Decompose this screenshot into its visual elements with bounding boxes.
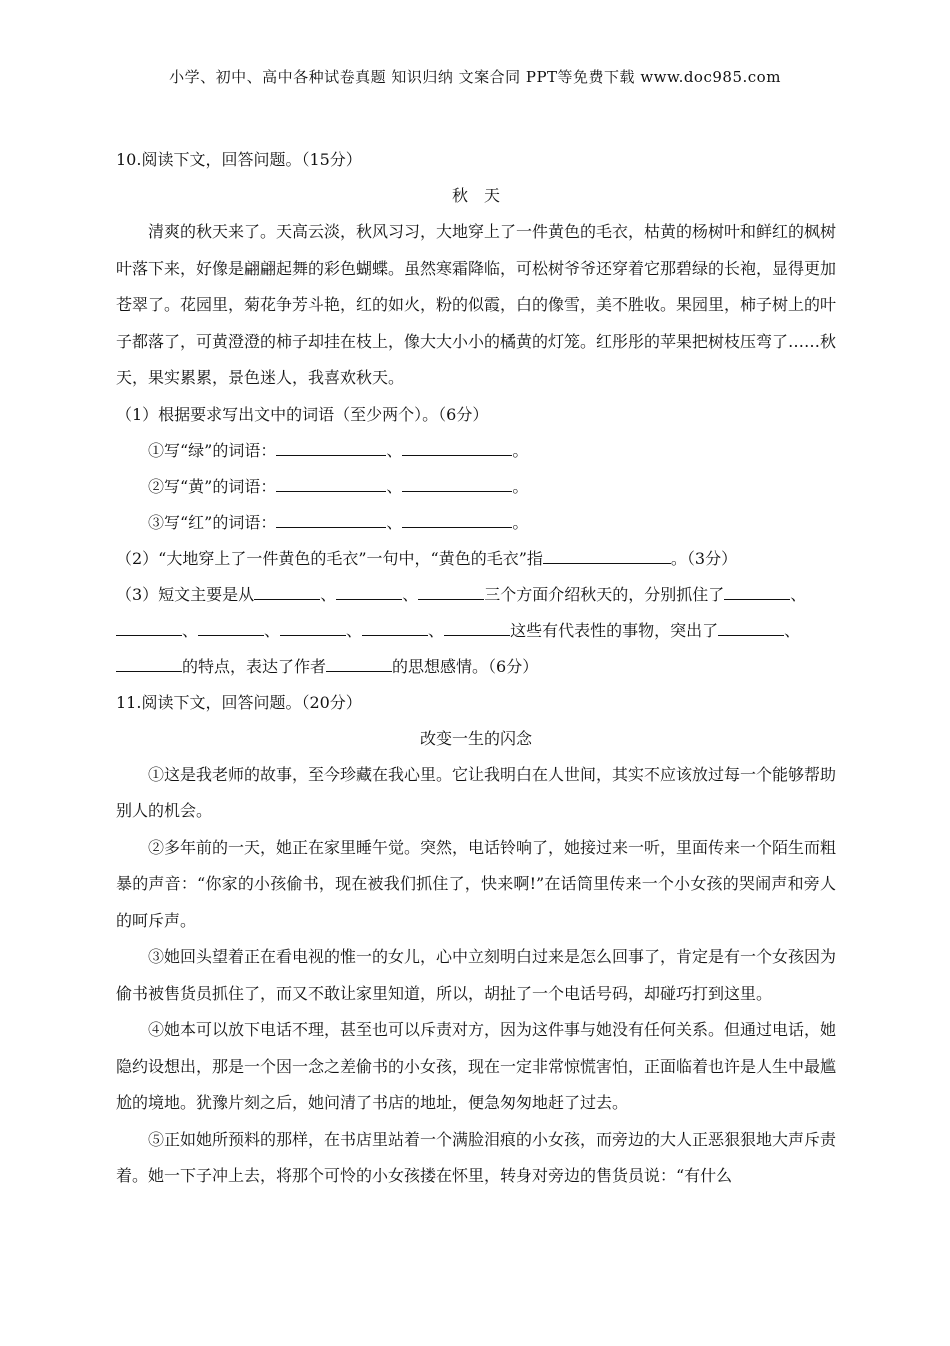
answer-blank[interactable]	[543, 546, 671, 564]
end-mark: 。	[512, 512, 529, 532]
q11-paragraph-3: ③她回头望着正在看电视的惟一的女儿，心中立刻明白过来是怎么回事了，肯定是有一个女孩因为偷书被售货员抓住了，而又不敢让家里知道，所以，胡扯了一个电话号码，却碰巧打到这里。	[116, 947, 837, 1003]
answer-blank[interactable]	[402, 438, 512, 456]
answer-blank[interactable]	[254, 582, 320, 600]
q10-title: 秋天	[451, 186, 516, 205]
sub3-text: 三个方面介绍秋天的，分别抓住了	[484, 584, 725, 604]
separator: 、	[386, 512, 403, 532]
separator: 、	[320, 584, 337, 604]
item-label: ③写“红”的词语：	[148, 512, 277, 532]
item-label: ②写“黄”的词语：	[148, 476, 277, 496]
answer-blank[interactable]	[418, 582, 484, 600]
sub3-text: 的思想感情。（6分）	[392, 656, 539, 676]
answer-blank[interactable]	[402, 510, 512, 528]
q10-sub1-item-green	[116, 433, 836, 469]
answer-blank[interactable]	[444, 618, 510, 636]
separator: 、	[264, 620, 281, 640]
answer-blank[interactable]	[724, 582, 790, 600]
separator: 、	[784, 620, 801, 640]
q11-paragraph-4: ④她本可以放下电话不理，甚至也可以斥责对方，因为这件事与她没有任何关系。但通过电话，她隐约设想出，那是一个因一念之差偷书的小女孩，现在一定非常惊慌害怕，正面临着也许是人生中最尴尬的境地。犹豫片刻之后，她问清了书店的地址，便急匆匆地赶了过去。	[116, 1020, 837, 1112]
sub3-text: 这些有代表性的事物，突出了	[510, 620, 719, 640]
q10-sub2	[116, 541, 836, 577]
sub3-text: 的特点，表达了作者	[182, 656, 327, 676]
answer-blank[interactable]	[280, 618, 346, 636]
answer-blank[interactable]	[198, 618, 264, 636]
separator: 、	[182, 620, 199, 640]
answer-blank[interactable]	[326, 654, 392, 672]
q11-paragraph-2: ②多年前的一天，她正在家里睡午觉。突然，电话铃响了，她接过来一听，里面传来一个陌生而粗暴的声音：“你家的小孩偷书，现在被我们抓住了，快来啊!”在话筒里传来一个小女孩的哭闹声和旁人的呵斥声。	[116, 837, 837, 930]
q11-paragraph-1: ①这是我老师的故事，至今珍藏在我心里。它让我明白在人世间，其实不应该放过每一个能够帮助别人的机会。	[116, 764, 837, 820]
q10-heading: 10.阅读下文，回答问题。（15分）	[116, 150, 362, 169]
q11-heading: 11.阅读下文，回答问题。（20分）	[116, 692, 362, 712]
answer-blank[interactable]	[718, 618, 784, 636]
sub2-suffix: 。（3分）	[670, 548, 738, 568]
answer-blank[interactable]	[402, 474, 512, 492]
separator: 、	[402, 584, 419, 604]
worksheet-content	[116, 142, 836, 1195]
q11-title: 改变一生的闪念	[419, 728, 532, 748]
answer-blank[interactable]	[336, 582, 402, 600]
separator: 、	[346, 620, 363, 640]
sub3-text: （3）短文主要是从	[116, 584, 255, 604]
q10-sub3-line3	[116, 649, 836, 685]
end-mark: 。	[512, 476, 529, 496]
answer-blank[interactable]	[116, 654, 182, 672]
q10-passage: 清爽的秋天来了。天高云淡，秋风习习，大地穿上了一件黄色的毛衣，枯黄的杨树叶和鲜红的枫树叶落下来，好像是翩翩起舞的彩色蝴蝶。虽然寒霜降临，可松树爷爷还穿着它那碧绿的长袍，显得更加苍翠了。花园里，菊花争芳斗艳，红的如火，粉的似霞，白的像雪，美不胜收。果园里，柿子树上的叶子都落了，可黄澄澄的柿子却挂在枝上，像大大小小的橘黄的灯笼。红彤彤的苹果把树枝压弯了……秋天，果实累累，景色迷人，我喜欢秋天。	[116, 222, 837, 387]
answer-blank[interactable]	[276, 510, 386, 528]
sub2-prefix: （2）“大地穿上了一件黄色的毛衣”一句中，“黄色的毛衣”指	[116, 548, 543, 568]
end-mark: 。	[512, 440, 529, 460]
answer-blank[interactable]	[276, 438, 386, 456]
item-label: ①写“绿”的词语：	[148, 440, 277, 460]
answer-blank[interactable]	[116, 618, 182, 636]
q10-sub1-item-red	[116, 505, 836, 541]
separator: 、	[790, 584, 807, 604]
q10-sub3-line1	[116, 577, 836, 613]
page-header: 小学、初中、高中各种试卷真题 知识归纳 文案合同 PPT等免费下载 www.doc985.com	[169, 68, 781, 86]
q10-sub1-item-yellow	[116, 469, 836, 505]
q10-sub3-line2	[116, 613, 836, 649]
answer-blank[interactable]	[276, 474, 386, 492]
answer-blank[interactable]	[362, 618, 428, 636]
q11-paragraph-5: ⑤正如她所预料的那样，在书店里站着一个满脸泪痕的小女孩，而旁边的大人正恶狠狠地大声斥责着。她一下子冲上去，将那个可怜的小女孩搂在怀里，转身对旁边的售货员说：“有什么	[116, 1129, 837, 1185]
separator: 、	[428, 620, 445, 640]
q10-sub1-prompt: （1）根据要求写出文中的词语（至少两个）。（6分）	[116, 404, 489, 424]
separator: 、	[386, 476, 403, 496]
separator: 、	[386, 440, 403, 460]
